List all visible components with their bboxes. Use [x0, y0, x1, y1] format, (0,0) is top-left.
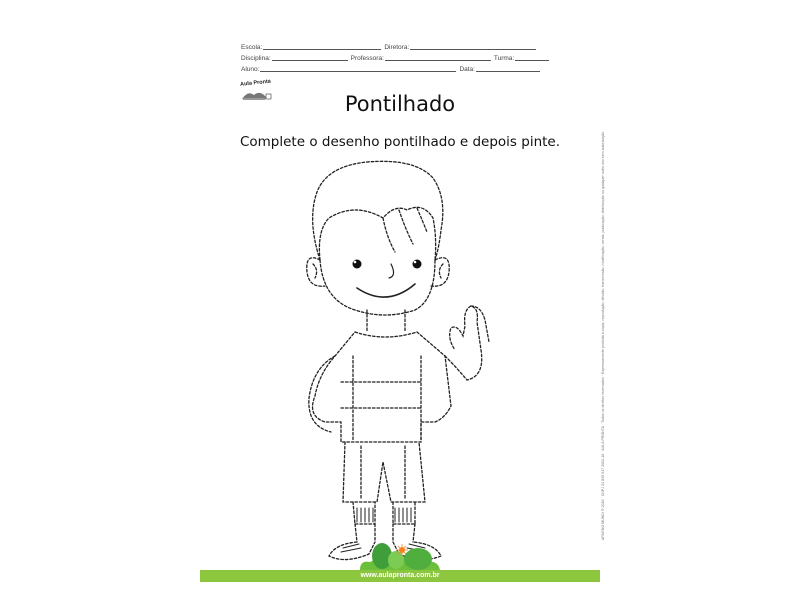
logo-text: Aula Pronta [239, 78, 272, 88]
school-label: Escola: [241, 44, 263, 51]
grass-bushes-decoration [360, 540, 440, 570]
header-row-school [241, 40, 581, 51]
date-field[interactable] [476, 64, 540, 72]
footer-url[interactable]: www.aulapronta.com.br [360, 572, 440, 579]
page-title: Pontilhado [344, 92, 456, 116]
copyright-vertical [593, 60, 605, 540]
class-label: Turma: [493, 55, 515, 62]
director-label: Diretora: [384, 44, 410, 51]
student-label: Aluno: [241, 66, 260, 73]
school-field[interactable] [263, 42, 381, 50]
student-field[interactable] [260, 64, 456, 72]
teacher-label: Professora: [350, 55, 384, 62]
dotted-boy-drawing [295, 160, 515, 552]
class-field[interactable] [515, 53, 549, 61]
header-row-student [241, 62, 581, 73]
subject-label: Disciplina: [241, 55, 271, 62]
date-label: Data: [459, 66, 475, 73]
instructions: Complete o desenho pontilhado e depois pinte. [239, 134, 561, 150]
director-field[interactable] [410, 42, 536, 50]
worksheet [200, 30, 600, 582]
footer-bar [200, 570, 600, 582]
student-info-header [241, 40, 581, 73]
copyright-text: APAGNO MUNDI ® 2018 · CNPJ 24.835.017 2002-16 · AULA PRONTA · Todos os direitos reservados · Expressamente proibida a cópia, reprodução, difusão, transmissão, modificação, venda, publicação, distribuição ou qualquer outro uso sem autorização. [601, 130, 605, 540]
header-row-subject [241, 51, 581, 62]
subject-field[interactable] [272, 53, 348, 61]
teacher-field[interactable] [385, 53, 491, 61]
